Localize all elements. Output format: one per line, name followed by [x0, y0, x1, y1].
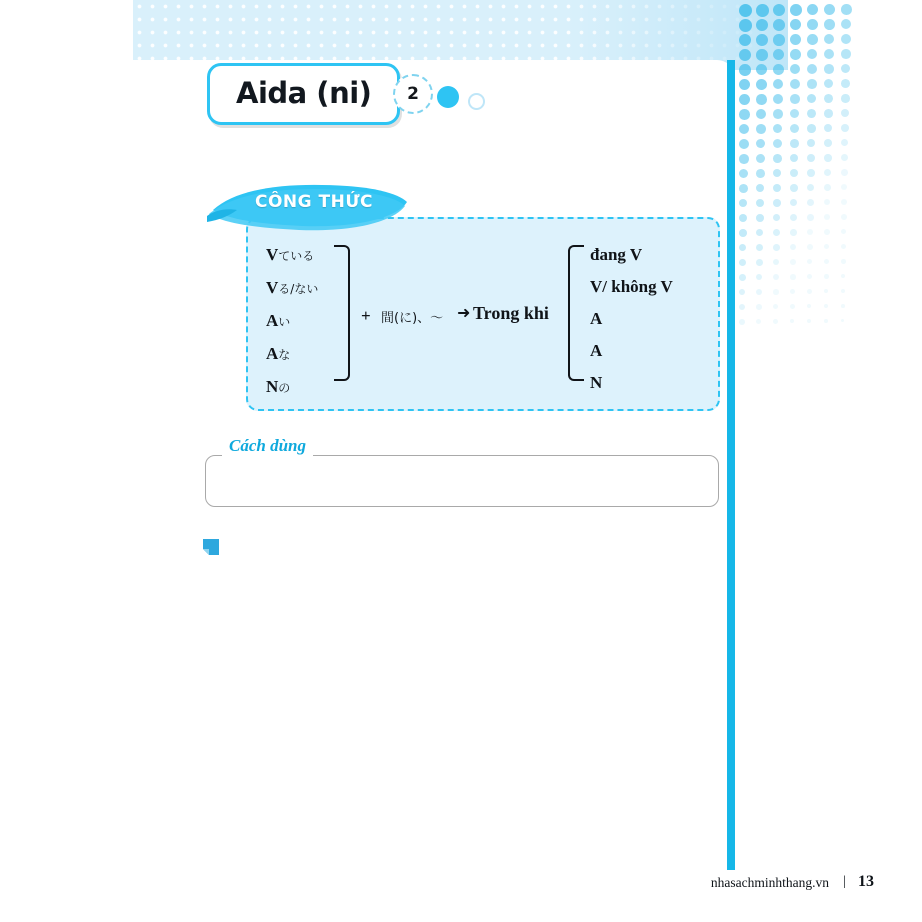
left-brace — [334, 245, 350, 381]
left-margin — [0, 0, 133, 922]
formula-right-row: V/ không V — [590, 277, 673, 296]
plus-sign: + — [361, 306, 371, 325]
formula-right-row: đang V — [590, 245, 643, 264]
footer-separator: | — [843, 874, 846, 889]
formula-left-row: Vる/ない — [266, 278, 319, 297]
formula-left-row: Aい — [266, 311, 291, 330]
page-title: Aida (ni) — [236, 76, 372, 110]
right-dot-column — [735, 0, 865, 330]
usage-box — [205, 455, 719, 507]
decor-dot-large — [437, 86, 459, 108]
page-footer — [0, 865, 922, 922]
arrow-icon: ➜ — [457, 305, 471, 322]
formula-middle-meaning: Trong khi — [473, 303, 549, 323]
footer-site: nhasachminhthang.vn — [710, 875, 829, 890]
formula-middle-japanese: 間(に)、〜 — [381, 311, 444, 326]
formula-left-column — [266, 239, 366, 404]
example-marker-icon — [203, 537, 225, 559]
formula-right-row: N — [590, 373, 603, 392]
right-brace — [568, 245, 584, 381]
formula-right-column — [590, 239, 720, 399]
page-number: 13 — [858, 873, 874, 890]
lesson-number-text: 2 — [407, 84, 419, 104]
formula-ribbon — [207, 180, 412, 232]
lesson-number-badge — [393, 74, 433, 114]
lesson-title-chip — [207, 63, 400, 125]
formula-right-row: A — [590, 341, 603, 360]
formula-left-row: Nの — [266, 377, 291, 396]
card-right-accent-edge — [727, 60, 735, 870]
formula-box — [246, 217, 720, 411]
formula-left-row: Vている — [266, 245, 315, 264]
ribbon-label: CÔNG THỨC — [255, 192, 374, 212]
usage-label: Cách dùng — [222, 436, 313, 456]
decor-dot-small — [468, 93, 485, 110]
formula-right-row: A — [590, 309, 603, 328]
formula-left-row: Aな — [266, 344, 291, 363]
